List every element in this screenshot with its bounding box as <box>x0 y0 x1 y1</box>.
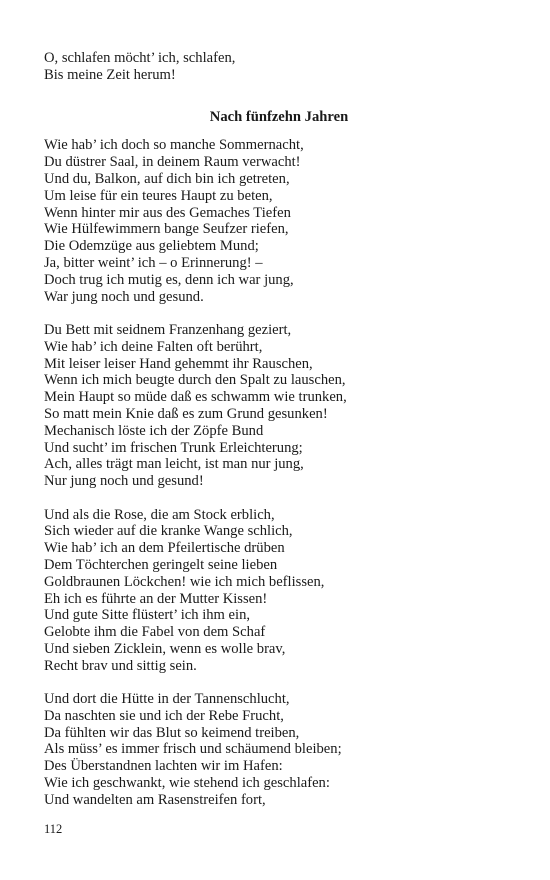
verse-line: Ja, bitter weint’ ich – o Erinnerung! – <box>44 254 263 271</box>
verse-line: Du Bett mit seidnem Franzenhang geziert, <box>44 321 292 338</box>
stanza-3 <box>44 507 514 675</box>
verse-line: Ach, alles trägt man leicht, ist man nur jung, <box>44 456 304 473</box>
verse-line: Des Überstandnen lachten wir im Hafen: <box>44 758 283 775</box>
verse-line: Mechanisch löste ich der Zöpfe Bund <box>44 422 264 439</box>
verse-line: Du düstrer Saal, in deinem Raum verwacht! <box>44 154 301 171</box>
verse-line: Wie ich geschwankt, wie stehend ich geschlafen: <box>44 775 330 792</box>
verse-line: Sich wieder auf die kranke Wange schlich, <box>44 523 293 540</box>
page-number: 112 <box>44 822 63 836</box>
verse-line: O, schlafen möcht’ ich, schlafen, <box>44 50 236 66</box>
verse-line: Und gute Sitte flüstert’ ich ihm ein, <box>44 607 251 624</box>
verse-line: Goldbraunen Löckchen! wie ich mich beflissen, <box>44 573 325 590</box>
verse-line: Dem Töchterchen geringelt seine lieben <box>44 556 278 573</box>
stanza-2 <box>44 322 514 490</box>
verse-line: Die Odemzüge aus geliebtem Mund; <box>44 238 259 255</box>
verse-line: Doch trug ich mutig es, denn ich war jung, <box>44 271 294 288</box>
poem-title: Nach fünfzehn Jahren <box>209 108 349 125</box>
verse-line: Wenn hinter mir aus des Gemaches Tiefen <box>44 204 291 221</box>
verse-line: Bis meine Zeit herum! <box>44 66 176 83</box>
verse-line: Eh ich es führte an der Mutter Kissen! <box>44 590 268 607</box>
verse-line: Als müss’ es immer frisch und schäumend bleiben; <box>44 741 342 758</box>
verse-line: Und sucht’ im frischen Trunk Erleichterung; <box>44 439 303 456</box>
verse-line: Und sieben Zicklein, wenn es wolle brav, <box>44 640 286 657</box>
verse-line: Wie hab’ ich deine Falten oft berührt, <box>44 338 263 355</box>
verse-line: Wie Hülfewimmern bange Seufzer riefen, <box>44 221 289 238</box>
verse-line: War jung noch und gesund. <box>44 288 204 305</box>
verse-line: Nur jung noch und gesund! <box>44 473 204 490</box>
stanza-4 <box>44 691 514 809</box>
verse-line: So matt mein Knie daß es zum Grund gesunken! <box>44 405 328 422</box>
verse-line: Mein Haupt so müde daß es schwamm wie trunken, <box>44 389 347 406</box>
stanza-1 <box>44 137 514 305</box>
verse-line: Da fühlten wir das Blut so keimend treiben, <box>44 724 300 741</box>
verse-line: Um leise für ein teures Haupt zu beten, <box>44 187 273 204</box>
verse-line: Mit leiser leiser Hand gehemmt ihr Rauschen, <box>44 355 313 372</box>
verse-line: Und als die Rose, die am Stock erblich, <box>44 506 275 523</box>
verse-line: Gelobte ihm die Fabel von dem Schaf <box>44 624 266 641</box>
verse-line: Wenn ich mich beugte durch den Spalt zu lauschen, <box>44 372 346 389</box>
verse-line: Recht brav und sittig sein. <box>44 657 197 674</box>
verse-line: Und du, Balkon, auf dich bin ich getreten, <box>44 170 290 187</box>
verse-line: Und wandelten am Rasenstreifen fort, <box>44 791 266 808</box>
verse-line: Wie hab’ ich doch so manche Sommernacht, <box>44 137 304 154</box>
verse-line: Da naschten sie und ich der Rebe Frucht, <box>44 707 284 724</box>
preceding-stanza-ending <box>44 50 514 84</box>
poem-text-block <box>44 50 514 825</box>
verse-line: Wie hab’ ich an dem Pfeilertische drüben <box>44 540 285 557</box>
verse-line: Und dort die Hütte in der Tannenschlucht, <box>44 691 290 708</box>
